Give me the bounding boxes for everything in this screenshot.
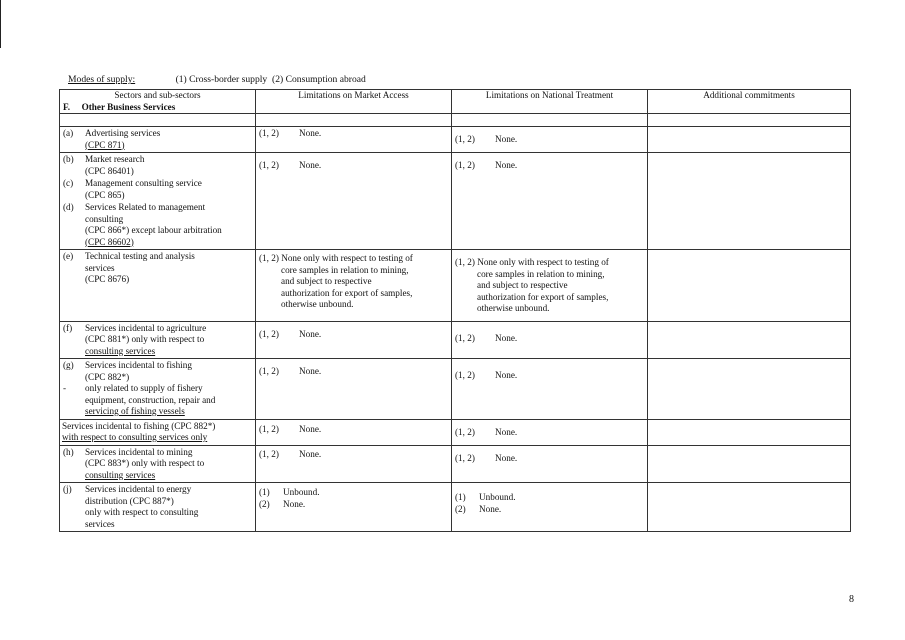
section-heading (63, 102, 252, 114)
limitation-text: None. (495, 452, 518, 463)
sector-cell (60, 483, 256, 532)
mode-ref: (1) (455, 492, 466, 502)
sector-text: consulting services (85, 345, 156, 356)
additional-cell (648, 419, 851, 445)
national-treatment-cell (452, 321, 648, 359)
sector-text: Services Related to management (85, 202, 206, 212)
mode-ref: (2) (455, 503, 466, 514)
additional-cell (648, 153, 851, 250)
limitation-text: None. (495, 160, 518, 170)
item-label: (g) (63, 360, 74, 370)
market-access-cell (256, 250, 452, 322)
cpc-code: (CPC 882*) (85, 371, 130, 382)
modes-of-supply (68, 74, 366, 86)
sector-text: (CPC 881*) only with respect to (85, 334, 205, 344)
sector-cell (60, 153, 256, 250)
limitation-text: None. (299, 128, 322, 138)
item-label: (c) (63, 178, 74, 188)
bullet-dash: - (63, 383, 67, 393)
limitation-text: None. (299, 448, 322, 459)
sector-text: consulting (85, 213, 124, 224)
sector-cell (60, 127, 256, 153)
table-row (60, 359, 851, 420)
section-title: Other Business Services (81, 101, 176, 112)
cpc-code: (CPC 8676) (85, 274, 130, 284)
mode-ref: (2) (259, 498, 270, 509)
market-access-cell (256, 359, 452, 420)
spacer-row (60, 114, 851, 127)
cpc-code: (CPC 871) (85, 139, 125, 150)
sector-cell (60, 419, 256, 445)
item-label: (j) (63, 484, 72, 494)
header-sectors-label: Sectors and sub-sectors (114, 90, 201, 100)
mode-ref: (1, 2) (259, 366, 279, 376)
sector-text: Services incidental to mining (85, 446, 193, 457)
mode-ref: (1, 2) (455, 160, 475, 170)
sector-cell (60, 445, 256, 483)
additional-cell (648, 127, 851, 153)
sector-text: (CPC 883*) only with respect to (85, 458, 205, 468)
national-treatment-cell (452, 250, 648, 322)
limitation-text: authorization for export of samples, (281, 287, 413, 298)
sector-text: Services incidental to energy (85, 484, 192, 494)
sector-cell (60, 359, 256, 420)
item-label: (a) (63, 128, 74, 138)
national-treatment-cell (452, 483, 648, 532)
table-row (60, 445, 851, 483)
sector-text: services (85, 262, 115, 273)
market-access-cell (256, 419, 452, 445)
additional-cell (648, 445, 851, 483)
limitation-text: core samples in relation to mining, (477, 268, 605, 279)
sector-text: distribution (CPC 887*) (85, 495, 174, 506)
sector-text: only related to supply of fishery (85, 383, 203, 393)
item-label: (e) (63, 251, 74, 261)
header-sectors (60, 90, 256, 114)
additional-cell (648, 321, 851, 359)
page-number: 8 (849, 594, 854, 605)
market-access-cell (256, 153, 452, 250)
limitation-text: otherwise unbound. (477, 303, 550, 313)
left-margin-rule (0, 0, 1, 48)
table-row (60, 483, 851, 532)
sector-text: Technical testing and analysis (85, 251, 195, 261)
item-label: (d) (63, 202, 74, 212)
mode-ref: (1, 2) (455, 332, 475, 343)
limitation-text: and subject to respective (281, 276, 372, 286)
sector-cell (60, 321, 256, 359)
table-row (60, 419, 851, 445)
cpc-code: (CPC 865) (85, 189, 125, 200)
mode-ref: (1, 2) (455, 370, 475, 380)
sector-text: only with respect to consulting (85, 507, 199, 517)
sector-text: Services incidental to agriculture (85, 322, 207, 333)
limitation-text: core samples in relation to mining, (281, 264, 409, 275)
market-access-cell (256, 321, 452, 359)
limitation-text: authorization for export of samples, (477, 291, 609, 302)
market-access-cell (256, 483, 452, 532)
sector-text: equipment, construction, repair and (85, 394, 216, 405)
sector-text: with respect to consulting services only (62, 432, 208, 442)
sector-text: Market research (85, 154, 145, 164)
limitation-text: None. (479, 503, 502, 514)
limitation-text: None. (495, 370, 518, 380)
mode-1: (1) Cross-border supply (175, 74, 268, 85)
mode-ref: (1, 2) (455, 452, 475, 463)
limitation-text: Unbound. (283, 487, 320, 497)
market-access-cell (256, 127, 452, 153)
sector-text: Services incidental to fishing (85, 360, 192, 370)
sector-text: (CPC 866*) except labour arbitration (85, 225, 222, 235)
limitation-text: None. (495, 134, 518, 144)
cpc-code: (CPC 86602) (85, 236, 134, 247)
header-national-treatment: Limitations on National Treatment (452, 90, 648, 114)
table-row (60, 153, 851, 250)
sector-text: Services incidental to fishing (CPC 882*) (62, 420, 216, 431)
table-row (60, 127, 851, 153)
limitation-text: otherwise unbound. (281, 299, 354, 309)
national-treatment-cell (452, 359, 648, 420)
national-treatment-cell (452, 445, 648, 483)
mode-ref: (1, 2) (259, 328, 279, 339)
additional-cell (648, 359, 851, 420)
mode-2: (2) Consumption abroad (272, 74, 366, 85)
header-row (60, 90, 851, 114)
limitation-text: None. (299, 328, 322, 339)
limitation-text: None. (283, 498, 306, 509)
sector-text: Advertising services (85, 128, 161, 138)
sector-text: consulting services (85, 469, 156, 480)
item-label: (h) (63, 446, 74, 457)
limitation-text: (1, 2) None only with respect to testing of (259, 253, 413, 263)
additional-cell (648, 483, 851, 532)
mode-ref: (1, 2) (259, 448, 279, 459)
mode-ref: (1, 2) (259, 423, 279, 434)
limitation-text: and subject to respective (477, 280, 568, 290)
national-treatment-cell (452, 127, 648, 153)
item-label: (f) (63, 322, 73, 333)
sector-text: servicing of fishing vessels (85, 406, 185, 416)
section-letter: F. (63, 101, 71, 112)
limitation-text: None. (299, 423, 322, 434)
modes-label: Modes of supply: (68, 74, 136, 85)
mode-ref: (1, 2) (455, 134, 475, 144)
additional-cell (648, 250, 851, 322)
table-row (60, 250, 851, 322)
limitation-text: None. (299, 160, 322, 170)
header-additional: Additional commitments (648, 90, 851, 114)
header-market-access: Limitations on Market Access (256, 90, 452, 114)
limitation-text: Unbound. (479, 492, 516, 502)
sector-cell (60, 250, 256, 322)
limitation-text: (1, 2) None only with respect to testing of (455, 257, 609, 267)
sector-text: services (85, 518, 115, 529)
mode-ref: (1, 2) (259, 160, 279, 170)
table-row (60, 321, 851, 359)
item-label: (b) (63, 154, 74, 164)
market-access-cell (256, 445, 452, 483)
mode-ref: (1, 2) (455, 426, 475, 437)
sector-text: Management consulting service (85, 178, 202, 188)
national-treatment-cell (452, 419, 648, 445)
national-treatment-cell (452, 153, 648, 250)
schedule-table (59, 89, 851, 532)
limitation-text: None. (495, 332, 518, 343)
mode-ref: (1, 2) (259, 128, 279, 138)
limitation-text: None. (495, 426, 518, 437)
limitation-text: None. (299, 366, 322, 376)
cpc-code: (CPC 86401) (85, 165, 134, 176)
mode-ref: (1) (259, 487, 270, 497)
